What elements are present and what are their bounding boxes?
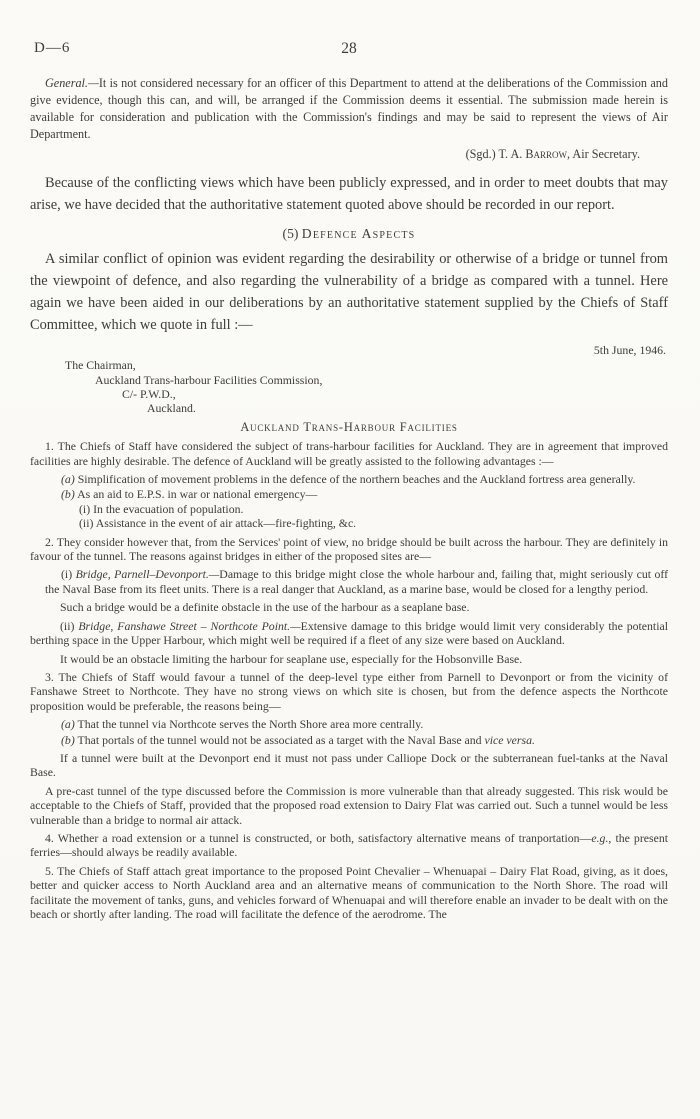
item-3b-text: That portals of the tunnel would not be associated as a target with the Naval Base and — [74, 732, 485, 747]
bridge-i-text: Damage to this bridge might close the whole harbour and, failing that, might seriously cut off the Naval Base from its fleet units. There is a real danger that Auckland, as a marine base, would be closed for a lengthy period. — [45, 567, 668, 596]
letter-item-a — [45, 472, 668, 486]
letter-paragraph-3: 3. The Chiefs of Staff would favour a tunnel of the deep-level type either from Parnell to Devonport or from the vicinity of Fanshawe Street to Northcote. They have no strong views on which site is chosen, but from the defence aspects the Northcote proposition would be preferable, the reasons being— — [30, 669, 668, 713]
address-line: The Chairman, — [65, 358, 136, 373]
item-3b-marker: (b) — [61, 732, 75, 747]
item-a-marker: (a) — [61, 472, 75, 487]
page-number: 28 — [341, 40, 357, 57]
general-paragraph-text: It is not considered necessary for an officer of this Department to attend at the deliberations of the Commission and give evidence, though this can, and will, be arranged if the Commission deems it essential. The submission made herein is available for consideration and publication with the Commission's findings and may be said to represent the views of Air Department. — [30, 76, 668, 141]
signature-line — [30, 146, 668, 163]
general-paragraph-lead: General.— — [45, 76, 99, 90]
bridge-ii-lead: Bridge, Fanshawe Street – Northcote Point.— — [78, 618, 301, 633]
letter-item-3b — [45, 733, 668, 747]
precast-tunnel-paragraph: A pre-cast tunnel of the type discussed before the Commission is more vulnerable than that already suggested. This risk would be acceptable to the Chiefs of Staff, provided that the proposed road extension to Dairy Flat was carried out. Such a tunnel would be less vulnerable than a bridge to normal air attack. — [30, 783, 668, 827]
bridge-i-marker: (i) — [61, 567, 76, 582]
letter-subject-heading: Auckland Trans-Harbour Facilities — [240, 420, 458, 435]
item-b-text: As an aid to E.P.S. in war or national emergency— — [74, 487, 318, 502]
letter-paragraph-1: 1. The Chiefs of Staff have considered the subject of trans-harbour facilities for Auckland. They are in agreement that improved facilities are highly desirable. The defence of Auckland will be greatly assisted to the following advantages :— — [30, 439, 668, 468]
signature-name: Barrow — [525, 147, 568, 161]
letter-date: 5th June, 1946. — [593, 343, 666, 357]
address-line: C/- P.W.D., — [122, 386, 176, 401]
doc-reference: D—6 — [34, 40, 71, 56]
item-3b-tail: vice versa. — [484, 732, 535, 747]
letter-item-b — [45, 487, 668, 501]
para-4-text-2: , the present ferries—should always be readily available. — [30, 830, 669, 860]
address-line: Auckland Trans-harbour Facilities Commission, — [95, 372, 323, 387]
bridge-i-lead: Bridge, Parnell–Devonport.— — [75, 567, 220, 582]
letter-paragraph-5: 5. The Chiefs of Staff attach great importance to the proposed Point Chevalier – Whenuapai – Dairy Flat Road, giving, as it does, better and quicker access to North Auckland area and an alternative means of communication to the North Shore. The road will facilitate the movement of tanks, guns, and vehicles forward of Whenuapai and will therefore enable an invader to be dealt with on the beach or shortly after landing. The road will facilitate the defence of the aerodrome. The — [30, 863, 668, 921]
bridge-ii-marker: (ii) — [60, 618, 79, 633]
letter-subitem-ii: (ii) Assistance in the event of air attack—fire-fighting, &c. — [79, 516, 357, 531]
item-b-marker: (b) — [61, 487, 75, 502]
bridge-item-parnell-devonport — [45, 567, 668, 596]
defence-aspects-heading — [30, 225, 668, 243]
similar-conflict-paragraph: A similar conflict of opinion was evident regarding the desirability or otherwise of a bridge or tunnel from the viewpoint of defence, and also regarding the vulnerability of a bridge as compared with a tunnel. Here again we have been aided in our deliberations by an authoritative statement supplied by the Chiefs of Staff Committee, which we quote in full :— — [30, 251, 668, 333]
item-3a-text: That the tunnel via Northcote serves the North Shore area more centrally. — [74, 717, 424, 732]
para-4-text-1: 4. Whether a road extension or a tunnel is constructed, or both, satisfactory alternative means of tranportation— — [45, 830, 592, 845]
seaplane-note-i: Such a bridge would be a definite obstacle in the use of the harbour as a seaplane base. — [60, 600, 470, 615]
signature-suffix: , Air Secretary. — [567, 147, 640, 161]
letter-paragraph-2: 2. They consider however that, from the Services' point of view, no bridge should be built across the harbour. They are definitely in favour of the tunnel. The reasons against bridges in either of the proposed sites are— — [30, 534, 668, 564]
page-header — [30, 40, 668, 58]
because-paragraph: Because of the conflicting views which have been publicly expressed, and in order to meet doubts that may arise, we have decided that the authoritative statement quoted above should be recorded in our report. — [30, 175, 668, 213]
address-line: Auckland. — [147, 401, 196, 416]
letter-item-3a — [45, 717, 668, 731]
bridge-item-fanshawe-northcote — [30, 619, 668, 648]
letter-paragraph-4 — [30, 831, 668, 860]
item-a-text: Simplification of movement problems in the defence of the northern beaches and the Auckland fortress area generally. — [74, 472, 636, 487]
signature-prefix: (Sgd.) T. A. — [465, 147, 526, 161]
seaplane-note-ii: It would be an obstacle limiting the harbour for seaplane use, especially for the Hobsonville Base. — [60, 651, 523, 666]
letter-subitem-i: (i) In the evacuation of population. — [79, 501, 244, 516]
calliope-dock-paragraph: If a tunnel were built at the Devonport end it must not pass under Calliope Dock or the subterranean fuel-tanks at the Naval Base. — [30, 750, 668, 780]
para-4-italic: e.g. — [591, 830, 609, 845]
bridge-ii-text: Extensive damage to this bridge would limit very considerably the potential berthing space in the Upper Harbour, which might well be required if a fleet of any size were based on Auckland. — [30, 618, 668, 648]
item-3a-marker: (a) — [61, 717, 75, 732]
heading-number: (5) — [282, 226, 302, 241]
letter-address-block — [30, 358, 668, 415]
heading-title: Defence Aspects — [301, 226, 416, 241]
general-paragraph — [30, 75, 668, 143]
